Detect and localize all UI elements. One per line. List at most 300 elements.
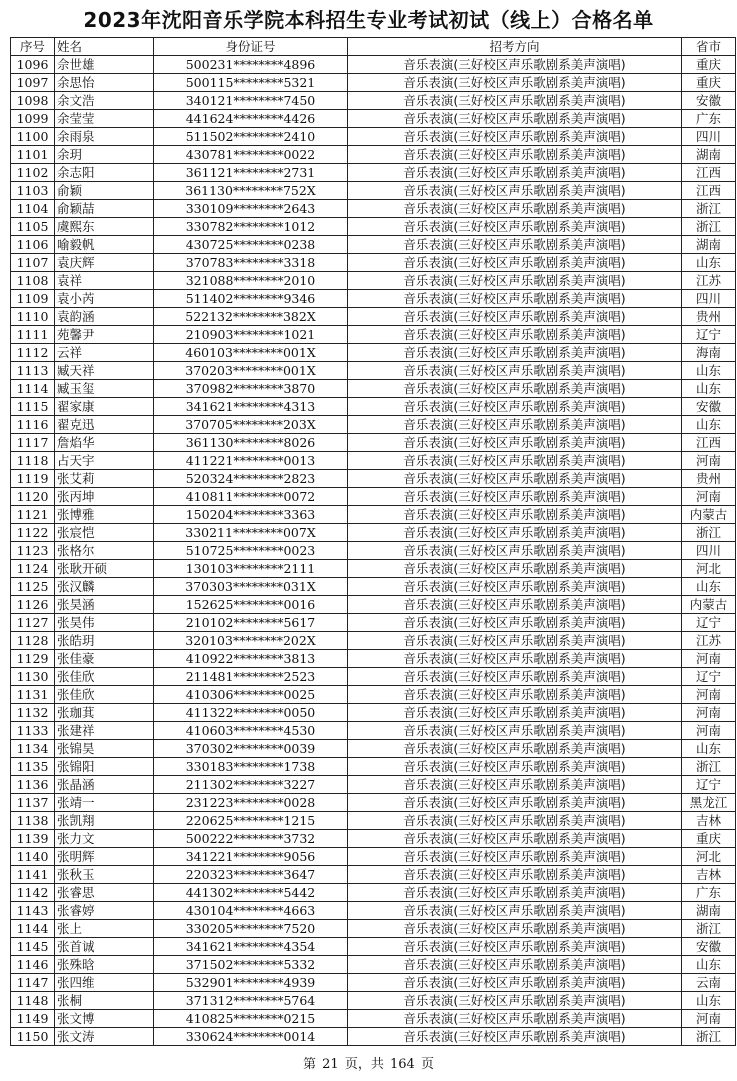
cell-no: 1109 [11,290,55,308]
cell-id-number: 220625********1215 [154,812,348,830]
cell-name: 张昊伟 [55,614,154,632]
cell-no: 1110 [11,308,55,326]
cell-id-number: 371502********5332 [154,956,348,974]
cell-id-number: 210903********1021 [154,326,348,344]
cell-direction: 音乐表演(三好校区声乐歌剧系美声演唱) [348,56,682,74]
cell-direction: 音乐表演(三好校区声乐歌剧系美声演唱) [348,1028,682,1046]
cell-name: 张汉麟 [55,578,154,596]
table-row [11,146,736,164]
cell-id-number: 371312********5764 [154,992,348,1010]
cell-province: 江苏 [682,632,736,650]
table-row [11,866,736,884]
table-row [11,326,736,344]
cell-direction: 音乐表演(三好校区声乐歌剧系美声演唱) [348,812,682,830]
cell-id-number: 511502********2410 [154,128,348,146]
cell-province: 贵州 [682,308,736,326]
cell-id-number: 130103********2111 [154,560,348,578]
table-row [11,164,736,182]
cell-province: 山东 [682,578,736,596]
table-row [11,254,736,272]
cell-no: 1136 [11,776,55,794]
cell-name: 余思怡 [55,74,154,92]
cell-name: 张锦阳 [55,758,154,776]
cell-direction: 音乐表演(三好校区声乐歌剧系美声演唱) [348,362,682,380]
table-row [11,110,736,128]
table-row [11,794,736,812]
table-row [11,578,736,596]
cell-direction: 音乐表演(三好校区声乐歌剧系美声演唱) [348,380,682,398]
cell-province: 内蒙古 [682,506,736,524]
cell-province: 山东 [682,956,736,974]
table-row [11,812,736,830]
cell-direction: 音乐表演(三好校区声乐歌剧系美声演唱) [348,884,682,902]
cell-name: 张博雅 [55,506,154,524]
cell-id-number: 511402********9346 [154,290,348,308]
cell-no: 1131 [11,686,55,704]
cell-no: 1106 [11,236,55,254]
table-body [11,56,736,1046]
cell-no: 1111 [11,326,55,344]
cell-province: 湖南 [682,902,736,920]
cell-name: 张凯翔 [55,812,154,830]
cell-id-number: 370203********001X [154,362,348,380]
cell-name: 喻毅帆 [55,236,154,254]
cell-name: 余莹莹 [55,110,154,128]
cell-name: 张格尔 [55,542,154,560]
table-row [11,722,736,740]
cell-province: 浙江 [682,200,736,218]
table-row [11,992,736,1010]
cell-id-number: 370302********0039 [154,740,348,758]
cell-name: 张艾莉 [55,470,154,488]
table-row [11,506,736,524]
cell-province: 河南 [682,686,736,704]
table-row [11,740,736,758]
cell-name: 翟家康 [55,398,154,416]
cell-direction: 音乐表演(三好校区声乐歌剧系美声演唱) [348,506,682,524]
table-row [11,398,736,416]
cell-id-number: 341621********4313 [154,398,348,416]
cell-province: 黑龙江 [682,794,736,812]
cell-id-number: 321088********2010 [154,272,348,290]
cell-name: 俞颖喆 [55,200,154,218]
cell-name: 张锦昊 [55,740,154,758]
cell-name: 张四维 [55,974,154,992]
cell-no: 1132 [11,704,55,722]
cell-id-number: 430781********0022 [154,146,348,164]
cell-direction: 音乐表演(三好校区声乐歌剧系美声演唱) [348,740,682,758]
cell-direction: 音乐表演(三好校区声乐歌剧系美声演唱) [348,992,682,1010]
cell-no: 1144 [11,920,55,938]
table-row [11,128,736,146]
cell-no: 1143 [11,902,55,920]
cell-province: 河南 [682,1010,736,1028]
cell-direction: 音乐表演(三好校区声乐歌剧系美声演唱) [348,776,682,794]
cell-province: 浙江 [682,218,736,236]
cell-province: 湖南 [682,146,736,164]
cell-no: 1138 [11,812,55,830]
cell-province: 安徽 [682,398,736,416]
cell-name: 张佳欣 [55,668,154,686]
cell-direction: 音乐表演(三好校区声乐歌剧系美声演唱) [348,596,682,614]
cell-no: 1128 [11,632,55,650]
cell-name: 张秋玉 [55,866,154,884]
cell-id-number: 211302********3227 [154,776,348,794]
cell-direction: 音乐表演(三好校区声乐歌剧系美声演唱) [348,794,682,812]
table-row [11,956,736,974]
table-row [11,470,736,488]
cell-province: 河北 [682,848,736,866]
cell-direction: 音乐表演(三好校区声乐歌剧系美声演唱) [348,956,682,974]
cell-province: 河南 [682,704,736,722]
cell-id-number: 411322********0050 [154,704,348,722]
cell-direction: 音乐表演(三好校区声乐歌剧系美声演唱) [348,614,682,632]
footer-middle: 页，共 [344,1057,384,1072]
cell-id-number: 430725********0238 [154,236,348,254]
cell-province: 安徽 [682,92,736,110]
cell-name: 张珈萁 [55,704,154,722]
current-page-number: 21 [322,1057,339,1072]
cell-direction: 音乐表演(三好校区声乐歌剧系美声演唱) [348,560,682,578]
table-row [11,704,736,722]
cell-name: 张文博 [55,1010,154,1028]
table-row [11,1028,736,1046]
cell-province: 山东 [682,380,736,398]
cell-id-number: 231223********0028 [154,794,348,812]
cell-no: 1101 [11,146,55,164]
cell-direction: 音乐表演(三好校区声乐歌剧系美声演唱) [348,164,682,182]
table-row [11,650,736,668]
cell-no: 1108 [11,272,55,290]
cell-province: 湖南 [682,236,736,254]
cell-id-number: 320103********202X [154,632,348,650]
cell-id-number: 330205********7520 [154,920,348,938]
cell-id-number: 361130********8026 [154,434,348,452]
admission-list-table [10,37,736,1046]
cell-name: 虞熙东 [55,218,154,236]
cell-no: 1133 [11,722,55,740]
cell-no: 1126 [11,596,55,614]
cell-province: 江西 [682,164,736,182]
cell-direction: 音乐表演(三好校区声乐歌剧系美声演唱) [348,290,682,308]
cell-province: 内蒙古 [682,596,736,614]
header-id: 身份证号 [154,38,348,56]
table-row [11,308,736,326]
cell-no: 1112 [11,344,55,362]
cell-no: 1122 [11,524,55,542]
cell-province: 广东 [682,884,736,902]
cell-name: 张皓玥 [55,632,154,650]
table-row [11,542,736,560]
table-row [11,182,736,200]
cell-name: 袁庆辉 [55,254,154,272]
page-footer [0,1056,737,1074]
cell-id-number: 370303********031X [154,578,348,596]
table-row [11,92,736,110]
cell-name: 云祥 [55,344,154,362]
table-row [11,380,736,398]
document-title: 2023年沈阳音乐学院本科招生专业考试初试（线上）合格名单 [83,8,654,32]
cell-id-number: 500222********3732 [154,830,348,848]
table-row [11,524,736,542]
cell-no: 1103 [11,182,55,200]
cell-name: 张首诚 [55,938,154,956]
cell-no: 1137 [11,794,55,812]
cell-id-number: 330782********1012 [154,218,348,236]
cell-id-number: 340121********7450 [154,92,348,110]
cell-no: 1125 [11,578,55,596]
cell-no: 1146 [11,956,55,974]
cell-direction: 音乐表演(三好校区声乐歌剧系美声演唱) [348,866,682,884]
cell-direction: 音乐表演(三好校区声乐歌剧系美声演唱) [348,830,682,848]
cell-no: 1129 [11,650,55,668]
cell-province: 河北 [682,560,736,578]
table-row [11,236,736,254]
table-header [11,38,736,56]
cell-direction: 音乐表演(三好校区声乐歌剧系美声演唱) [348,704,682,722]
footer-prefix: 第 [303,1057,317,1072]
table-row [11,452,736,470]
cell-province: 辽宁 [682,614,736,632]
cell-name: 张文涛 [55,1028,154,1046]
cell-province: 河南 [682,722,736,740]
cell-direction: 音乐表演(三好校区声乐歌剧系美声演唱) [348,902,682,920]
cell-direction: 音乐表演(三好校区声乐歌剧系美声演唱) [348,524,682,542]
cell-province: 辽宁 [682,326,736,344]
cell-name: 臧玉玺 [55,380,154,398]
table-row [11,56,736,74]
cell-direction: 音乐表演(三好校区声乐歌剧系美声演唱) [348,758,682,776]
cell-id-number: 441624********4426 [154,110,348,128]
cell-name: 张殊晗 [55,956,154,974]
table-row [11,272,736,290]
cell-province: 广东 [682,110,736,128]
table-row [11,902,736,920]
cell-direction: 音乐表演(三好校区声乐歌剧系美声演唱) [348,92,682,110]
cell-name: 佘世雄 [55,56,154,74]
cell-province: 山东 [682,362,736,380]
cell-province: 江西 [682,434,736,452]
cell-direction: 音乐表演(三好校区声乐歌剧系美声演唱) [348,344,682,362]
cell-direction: 音乐表演(三好校区声乐歌剧系美声演唱) [348,236,682,254]
table-row [11,974,736,992]
cell-direction: 音乐表演(三好校区声乐歌剧系美声演唱) [348,668,682,686]
cell-name: 张佳豪 [55,650,154,668]
table-row [11,416,736,434]
cell-province: 山东 [682,740,736,758]
cell-direction: 音乐表演(三好校区声乐歌剧系美声演唱) [348,1010,682,1028]
cell-direction: 音乐表演(三好校区声乐歌剧系美声演唱) [348,488,682,506]
cell-no: 1123 [11,542,55,560]
cell-name: 袁韵涵 [55,308,154,326]
cell-direction: 音乐表演(三好校区声乐歌剧系美声演唱) [348,542,682,560]
table-row [11,632,736,650]
cell-no: 1104 [11,200,55,218]
cell-direction: 音乐表演(三好校区声乐歌剧系美声演唱) [348,398,682,416]
cell-no: 1139 [11,830,55,848]
cell-no: 1142 [11,884,55,902]
cell-province: 四川 [682,542,736,560]
cell-no: 1130 [11,668,55,686]
cell-province: 重庆 [682,74,736,92]
table-row [11,758,736,776]
table-row [11,920,736,938]
cell-name: 余玥 [55,146,154,164]
cell-province: 河南 [682,452,736,470]
table-row [11,434,736,452]
cell-province: 山东 [682,416,736,434]
cell-province: 海南 [682,344,736,362]
cell-no: 1116 [11,416,55,434]
cell-province: 河南 [682,650,736,668]
cell-id-number: 330183********1738 [154,758,348,776]
cell-id-number: 341221********9056 [154,848,348,866]
cell-id-number: 460103********001X [154,344,348,362]
cell-name: 张桐 [55,992,154,1010]
table-row [11,938,736,956]
cell-id-number: 370783********3318 [154,254,348,272]
cell-no: 1098 [11,92,55,110]
cell-direction: 音乐表演(三好校区声乐歌剧系美声演唱) [348,128,682,146]
cell-id-number: 330211********007X [154,524,348,542]
cell-direction: 音乐表演(三好校区声乐歌剧系美声演唱) [348,434,682,452]
cell-no: 1114 [11,380,55,398]
cell-name: 张丙坤 [55,488,154,506]
cell-no: 1134 [11,740,55,758]
cell-name: 余志阳 [55,164,154,182]
cell-province: 浙江 [682,758,736,776]
cell-name: 余文浩 [55,92,154,110]
cell-direction: 音乐表演(三好校区声乐歌剧系美声演唱) [348,146,682,164]
header-name: 姓名 [55,38,154,56]
cell-direction: 音乐表演(三好校区声乐歌剧系美声演唱) [348,272,682,290]
table-row [11,488,736,506]
total-page-count: 164 [390,1057,415,1072]
cell-id-number: 210102********5617 [154,614,348,632]
cell-id-number: 410306********0025 [154,686,348,704]
cell-name: 袁祥 [55,272,154,290]
cell-province: 江苏 [682,272,736,290]
cell-no: 1107 [11,254,55,272]
cell-province: 浙江 [682,1028,736,1046]
header-row [11,38,736,56]
cell-direction: 音乐表演(三好校区声乐歌剧系美声演唱) [348,848,682,866]
cell-province: 辽宁 [682,776,736,794]
cell-province: 四川 [682,290,736,308]
header-direction: 招考方向 [348,38,682,56]
table-row [11,884,736,902]
cell-province: 河南 [682,488,736,506]
table-row [11,1010,736,1028]
cell-direction: 音乐表演(三好校区声乐歌剧系美声演唱) [348,470,682,488]
cell-no: 1121 [11,506,55,524]
cell-id-number: 522132********382X [154,308,348,326]
cell-direction: 音乐表演(三好校区声乐歌剧系美声演唱) [348,650,682,668]
cell-no: 1127 [11,614,55,632]
table-row [11,776,736,794]
cell-no: 1148 [11,992,55,1010]
table-row [11,560,736,578]
cell-id-number: 370705********203X [154,416,348,434]
cell-name: 张靖一 [55,794,154,812]
cell-id-number: 330109********2643 [154,200,348,218]
cell-id-number: 152625********0016 [154,596,348,614]
cell-direction: 音乐表演(三好校区声乐歌剧系美声演唱) [348,254,682,272]
cell-province: 山东 [682,992,736,1010]
table-row [11,668,736,686]
cell-id-number: 411221********0013 [154,452,348,470]
cell-province: 重庆 [682,56,736,74]
cell-direction: 音乐表演(三好校区声乐歌剧系美声演唱) [348,182,682,200]
table-row [11,74,736,92]
cell-no: 1140 [11,848,55,866]
cell-direction: 音乐表演(三好校区声乐歌剧系美声演唱) [348,974,682,992]
cell-no: 1119 [11,470,55,488]
cell-name: 俞颖 [55,182,154,200]
cell-id-number: 370982********3870 [154,380,348,398]
cell-name: 詹焰华 [55,434,154,452]
cell-direction: 音乐表演(三好校区声乐歌剧系美声演唱) [348,326,682,344]
cell-no: 1124 [11,560,55,578]
cell-no: 1147 [11,974,55,992]
cell-id-number: 330624********0014 [154,1028,348,1046]
cell-name: 苑馨尹 [55,326,154,344]
cell-id-number: 410825********0215 [154,1010,348,1028]
table-row [11,362,736,380]
cell-province: 江西 [682,182,736,200]
cell-id-number: 500231********4896 [154,56,348,74]
cell-name: 张睿思 [55,884,154,902]
cell-province: 浙江 [682,920,736,938]
cell-no: 1099 [11,110,55,128]
cell-name: 张睿婷 [55,902,154,920]
cell-name: 占天宇 [55,452,154,470]
table-row [11,830,736,848]
cell-id-number: 430104********4663 [154,902,348,920]
header-province: 省市 [682,38,736,56]
table-row [11,200,736,218]
table-row [11,596,736,614]
cell-name: 张明辉 [55,848,154,866]
cell-no: 1141 [11,866,55,884]
cell-name: 张上 [55,920,154,938]
cell-name: 张宸恺 [55,524,154,542]
cell-no: 1150 [11,1028,55,1046]
cell-name: 张耿开硕 [55,560,154,578]
cell-no: 1117 [11,434,55,452]
cell-no: 1100 [11,128,55,146]
table-row [11,686,736,704]
cell-no: 1105 [11,218,55,236]
cell-direction: 音乐表演(三好校区声乐歌剧系美声演唱) [348,416,682,434]
cell-id-number: 220323********3647 [154,866,348,884]
cell-direction: 音乐表演(三好校区声乐歌剧系美声演唱) [348,218,682,236]
cell-direction: 音乐表演(三好校区声乐歌剧系美声演唱) [348,308,682,326]
cell-name: 张建祥 [55,722,154,740]
cell-name: 张力文 [55,830,154,848]
cell-no: 1118 [11,452,55,470]
table-row [11,290,736,308]
cell-no: 1097 [11,74,55,92]
cell-no: 1149 [11,1010,55,1028]
cell-id-number: 520324********2823 [154,470,348,488]
cell-province: 四川 [682,128,736,146]
cell-name: 张昊涵 [55,596,154,614]
cell-id-number: 361121********2731 [154,164,348,182]
cell-no: 1115 [11,398,55,416]
footer-suffix: 页 [420,1057,434,1072]
cell-name: 臧天祥 [55,362,154,380]
